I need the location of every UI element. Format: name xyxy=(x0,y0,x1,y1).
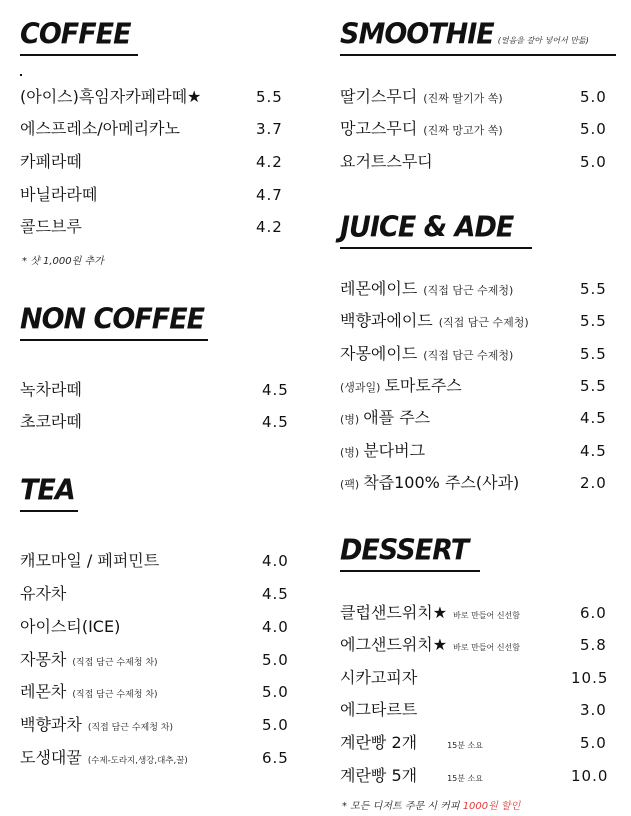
item-price: 5.8 xyxy=(580,636,607,654)
menu-item xyxy=(20,216,300,238)
item-price: 3.7 xyxy=(256,120,283,138)
tea-section xyxy=(20,476,300,506)
dessert-footnote-discount: 1000원 할인 xyxy=(462,801,521,812)
item-name: 초코라떼 xyxy=(20,412,82,431)
item-name: 레몬에이드 xyxy=(340,279,418,298)
item-price: 5.0 xyxy=(262,651,289,669)
menu-item xyxy=(340,440,625,462)
item-price: 4.7 xyxy=(256,186,283,204)
juice-ade-section xyxy=(340,213,625,243)
non-coffee-section xyxy=(20,305,300,335)
menu-item xyxy=(20,118,300,140)
dessert-section xyxy=(340,536,625,566)
item-name: 캐모마일 / 페퍼민트 xyxy=(20,551,160,570)
item-name: 녹차라떼 xyxy=(20,380,82,399)
item-description: (수제-도라지,생강,대추,꿀) xyxy=(87,756,188,766)
smoothie-section xyxy=(340,20,625,50)
menu-item xyxy=(340,310,625,332)
menu-item xyxy=(20,151,300,173)
item-name: 에그샌드위치★ xyxy=(340,635,448,654)
menu-item xyxy=(20,714,300,736)
coffee-title-underline xyxy=(20,54,138,56)
item-name: 백향과에이드 xyxy=(340,311,433,330)
menu-item xyxy=(340,634,625,656)
item-price: 5.0 xyxy=(580,734,607,752)
item-price: 4.2 xyxy=(256,218,283,236)
item-price: 5.5 xyxy=(580,280,607,298)
smoothie-note: (얼음을 갈아 넣어서 만듦) xyxy=(497,36,589,45)
dessert-footnote-text: * 모든 디저트 주문 시 커피 xyxy=(342,801,460,812)
item-price: 10.0 xyxy=(571,767,609,785)
menu-item xyxy=(20,86,300,108)
menu-item xyxy=(20,379,300,401)
juice-ade-title: JUICE & ADE xyxy=(340,211,514,244)
coffee-section xyxy=(20,20,300,50)
menu-item xyxy=(340,602,625,624)
item-description: 15분 소요 xyxy=(447,774,484,783)
item-price: 4.0 xyxy=(262,618,289,636)
item-description: (직접 담근 수제청) xyxy=(423,284,514,297)
menu-item xyxy=(340,732,625,754)
item-name: 계란빵 2개 xyxy=(340,733,418,752)
item-name: 클럽샌드위치★ xyxy=(340,603,448,622)
item-name: 자몽차 xyxy=(20,650,67,669)
item-name: 분다버그 xyxy=(363,441,426,460)
menu-item xyxy=(20,649,300,671)
non-coffee-title-underline xyxy=(20,339,208,341)
item-description: (직접 담근 수제청 차) xyxy=(72,658,158,668)
menu-item xyxy=(340,118,625,140)
smoothie-title: SMOOTHIE xyxy=(340,18,494,51)
item-name: 계란빵 5개 xyxy=(340,766,418,785)
item-price: 4.5 xyxy=(580,442,607,460)
item-price: 10.5 xyxy=(571,669,609,687)
item-name: 요거트스무디 xyxy=(340,152,433,171)
item-price: 5.0 xyxy=(580,120,607,138)
item-price: 5.0 xyxy=(262,716,289,734)
item-price: 4.5 xyxy=(262,413,289,431)
menu-item xyxy=(340,407,625,429)
item-price: 5.5 xyxy=(580,345,607,363)
item-price: 5.5 xyxy=(580,377,607,395)
item-price: 5.5 xyxy=(256,88,283,106)
item-name: 시카고피자 xyxy=(340,668,418,687)
item-name: 콜드브루 xyxy=(20,217,82,236)
menu-item xyxy=(340,343,625,365)
menu-item xyxy=(20,616,300,638)
dessert-title-underline xyxy=(340,570,480,572)
item-name: 레몬차 xyxy=(20,682,67,701)
item-name: 유자차 xyxy=(20,584,67,603)
item-description: (진짜 망고가 쏙) xyxy=(423,124,503,137)
item-prefix: (팩) xyxy=(340,478,360,491)
smoothie-title-underline xyxy=(340,54,616,56)
item-name: 애플 주스 xyxy=(363,408,431,427)
item-name: (아이스)흑임자카페라떼★ xyxy=(20,87,202,106)
menu-item xyxy=(340,472,625,494)
menu-item xyxy=(340,699,625,721)
item-name: 바닐라라떼 xyxy=(20,185,98,204)
menu-item xyxy=(20,411,300,433)
coffee-title: COFFEE xyxy=(20,18,131,51)
item-name: 카페라떼 xyxy=(20,152,82,171)
item-prefix: (병) xyxy=(340,446,360,459)
item-name: 에스프레소/아메리카노 xyxy=(20,119,180,138)
item-name: 백향과차 xyxy=(20,715,82,734)
item-price: 4.2 xyxy=(256,153,283,171)
item-name: 토마토주스 xyxy=(384,376,462,395)
right-column xyxy=(340,0,625,816)
item-price: 6.0 xyxy=(580,604,607,622)
item-name: 착즙100% 주스(사과) xyxy=(363,473,520,492)
menu-item xyxy=(340,278,625,300)
item-description: (진짜 딸기가 쏙) xyxy=(423,92,503,105)
menu-item xyxy=(340,375,625,397)
dessert-title: DESSERT xyxy=(340,534,469,567)
item-price: 4.0 xyxy=(262,552,289,570)
item-price: 5.0 xyxy=(580,88,607,106)
left-column xyxy=(20,0,300,816)
item-prefix: (생과일) xyxy=(340,381,381,394)
tea-title: TEA xyxy=(20,474,75,507)
menu-item xyxy=(20,550,300,572)
item-name: 에그타르트 xyxy=(340,700,418,719)
item-description: (직접 담근 수제청 차) xyxy=(87,723,173,733)
item-name: 자몽에이드 xyxy=(340,344,418,363)
menu-item xyxy=(340,765,625,787)
item-price: 3.0 xyxy=(580,701,607,719)
item-prefix: (병) xyxy=(340,413,360,426)
item-name: 도생대꿀 xyxy=(20,748,82,767)
item-price: 4.5 xyxy=(262,381,289,399)
item-price: 5.5 xyxy=(580,312,607,330)
item-description: 바로 만들어 신선함 xyxy=(453,611,521,620)
menu-item xyxy=(340,151,625,173)
item-description: (직접 담근 수제청) xyxy=(423,349,514,362)
item-description: 15분 소요 xyxy=(447,741,484,750)
item-description: (직접 담근 수제청) xyxy=(438,316,529,329)
item-price: 5.0 xyxy=(580,153,607,171)
item-price: 6.5 xyxy=(262,749,289,767)
menu-item xyxy=(20,184,300,206)
menu-item xyxy=(340,86,625,108)
item-name: 아이스티(ICE) xyxy=(20,617,121,636)
item-price: 2.0 xyxy=(580,474,607,492)
menu-item xyxy=(20,583,300,605)
juice-ade-title-underline xyxy=(340,247,532,249)
item-name: 망고스무디 xyxy=(340,119,418,138)
menu-item xyxy=(20,747,300,769)
menu-item xyxy=(340,667,625,689)
non-coffee-title: NON COFFEE xyxy=(20,303,205,336)
menu-item xyxy=(20,681,300,703)
item-price: 4.5 xyxy=(262,585,289,603)
item-description: (직접 담근 수제청 차) xyxy=(72,690,158,700)
item-price: 4.5 xyxy=(580,409,607,427)
dessert-footnote xyxy=(342,797,520,812)
coffee-footnote: * 샷 1,000원 추가 xyxy=(22,256,104,267)
tea-title-underline xyxy=(20,510,78,512)
item-name: 딸기스무디 xyxy=(340,87,418,106)
item-price: 5.0 xyxy=(262,683,289,701)
item-description: 바로 만들어 신선함 xyxy=(453,643,521,652)
